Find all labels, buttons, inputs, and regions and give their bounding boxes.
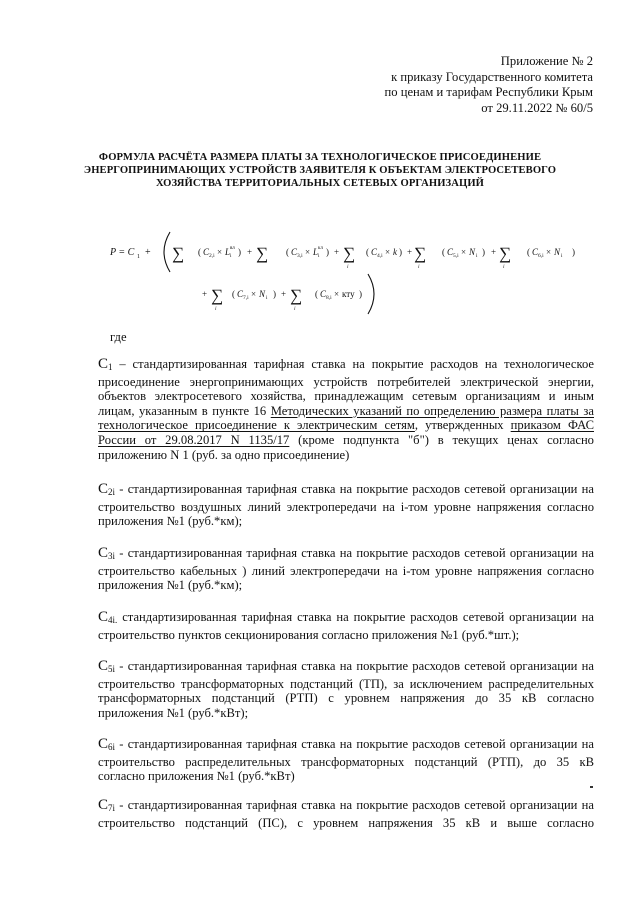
svg-text:×: × xyxy=(251,289,257,299)
svg-text:): ) xyxy=(399,247,402,257)
definition-c3: $С_{3i}$ - стандартизированная тарифная ставка на покрытие расходов сетевой организации на строительство кабельных ) линий электропередачи на i-том уровне напряжения согласно приложения №1 (руб.*км); xyxy=(98,545,594,593)
svg-text:∑: ∑ xyxy=(414,244,427,263)
svg-text:×: × xyxy=(305,247,311,257)
svg-text:×: × xyxy=(546,247,552,257)
svg-text:): ) xyxy=(273,289,276,299)
fas-order-link-cont[interactable]: России от 29.08.2017 N 1135/17 xyxy=(98,432,290,447)
svg-text:): ) xyxy=(572,247,575,257)
svg-text:C: C xyxy=(320,289,327,299)
svg-text:C: C xyxy=(447,247,454,257)
svg-text:k: k xyxy=(393,247,397,257)
definition-c2: $С_{2i}$ - стандартизированная тарифная ставка на покрытие расходов сетевой организации на строительство воздушных линий электропередачи на i-том уровне напряжения согласно приложения №1 (руб.*км); xyxy=(98,481,594,529)
symbol-c1: $С_1$ xyxy=(98,356,113,372)
definition-c5: $С_{5i}$ - стандартизированная тарифная ставка на покрытие расходов сетевой организации на строительство трансформаторных подстанций (ТП), за исключением распределительных трансформаторных подстанций (РТП) с уровнем напряжения до 35 кВ согласно приложения №1 (руб.*кВт); xyxy=(98,658,594,720)
formula-lhs: P = C xyxy=(110,247,135,258)
svg-text:(: ( xyxy=(442,247,445,257)
svg-text:4,i: 4,i xyxy=(377,253,383,259)
svg-text:): ) xyxy=(359,289,362,299)
svg-text:3,i: 3,i xyxy=(297,253,303,259)
svg-text:8,i: 8,i xyxy=(326,295,332,301)
svg-text:N: N xyxy=(469,247,476,257)
svg-text:кту: кту xyxy=(342,289,355,299)
svg-text:∑: ∑ xyxy=(343,244,356,263)
svg-text:C: C xyxy=(237,289,244,299)
formula-lhs-sub: 1 xyxy=(137,254,140,260)
appendix-number: Приложение № 2 xyxy=(500,54,593,68)
title-line-2: ЭНЕРГОПРИНИМАЮЩИХ УСТРОЙСТВ ЗАЯВИТЕЛЯ К ОБЪЕКТАМ ЭЛЕКТРОСЕТЕВОГО xyxy=(83,165,557,177)
svg-text:∑: ∑ xyxy=(499,244,512,263)
svg-text:∑: ∑ xyxy=(256,244,269,263)
svg-text:): ) xyxy=(326,247,329,257)
appendix-order: к приказу Государственного комитета xyxy=(391,69,593,84)
svg-text:(: ( xyxy=(286,247,289,257)
formula-right-paren xyxy=(368,274,374,314)
svg-text:i: i xyxy=(294,306,296,312)
title-line-3: ХОЗЯЙСТВА ТЕРРИТОРИАЛЬНЫХ СЕТЕВЫХ ОРГАНИЗАЦИЙ xyxy=(155,178,485,190)
svg-text:(: ( xyxy=(366,247,369,257)
scan-speck xyxy=(590,786,593,788)
svg-text:∑: ∑ xyxy=(290,286,303,305)
symbol-c3: $С_{3i}$ xyxy=(98,545,116,561)
svg-text:L: L xyxy=(313,247,319,257)
svg-text:5,i: 5,i xyxy=(453,253,459,259)
where-label: где xyxy=(110,330,127,344)
svg-text:): ) xyxy=(238,247,241,257)
symbol-c2: $С_{2i}$ xyxy=(98,481,116,497)
svg-text:(: ( xyxy=(232,289,235,299)
document-title xyxy=(70,151,570,191)
svg-text:×: × xyxy=(217,247,223,257)
symbol-c4: $С_{4i.}$ xyxy=(98,609,118,625)
svg-text:C: C xyxy=(371,247,378,257)
svg-text:+: + xyxy=(247,247,253,257)
svg-text:×: × xyxy=(334,289,340,299)
svg-text:(: ( xyxy=(198,247,201,257)
svg-text:+: + xyxy=(202,289,208,299)
symbol-c5: $С_{5i}$ xyxy=(98,658,116,674)
fee-formula xyxy=(110,228,610,323)
definition-c1: $С_1$ – стандартизированная тарифная ставка на покрытие расходов на технологическое присоединение энергопринимающих устройств потребителей электрической энергии, объектов электросетевого хозяйства, принадлежащим сетевым организациям и иным лицам, указанным в пункте 16 Методических указаний по определению размера платы за технологическое присоединение к электрическим сетям, утвержденных приказом ФАС России от 29.08.2017 N 1135/17 (кроме подпункта "б") в текущих ценах согласно приложению N 1 (руб. за одно присоединение) xyxy=(98,356,594,462)
svg-text:i: i xyxy=(476,253,478,259)
svg-text:7,i: 7,i xyxy=(243,295,249,301)
svg-text:C: C xyxy=(532,247,539,257)
svg-text:(: ( xyxy=(315,289,318,299)
definition-c4: $С_{4i.}$ стандартизированная тарифная ставка на покрытие расходов сетевой организации на строительство пунктов секционирования согласно приложения №1 (руб.*шт.); xyxy=(98,609,594,642)
svg-text:+: + xyxy=(407,247,413,257)
svg-text:6,i: 6,i xyxy=(538,253,544,259)
formula-left-paren xyxy=(164,232,170,272)
appendix-committee: по ценам и тарифам Республики Крым xyxy=(384,85,593,100)
appendix-header xyxy=(385,54,593,116)
appendix-date: от 29.11.2022 № 60/5 xyxy=(481,100,593,115)
svg-text:i: i xyxy=(347,264,349,270)
definition-c6: $С_{6i}$ - стандартизированная тарифная ставка на покрытие расходов сетевой организации на строительство распределительных трансформаторных подстанций (РТП), до 35 кВ согласно приложения №1 (руб.*кВт) xyxy=(98,736,594,784)
svg-text:i: i xyxy=(230,253,232,259)
fas-order-link[interactable]: приказом ФАС xyxy=(510,418,594,433)
svg-text:+: + xyxy=(145,247,151,258)
methodology-link-cont[interactable]: технологическое присоединение к электрическим сетям xyxy=(98,418,415,433)
svg-text:∑: ∑ xyxy=(211,286,224,305)
svg-text:i: i xyxy=(318,253,320,259)
svg-text:+: + xyxy=(491,247,497,257)
svg-text:L: L xyxy=(225,247,231,257)
svg-text:×: × xyxy=(385,247,391,257)
symbol-c6: $С_{6i}$ xyxy=(98,736,116,752)
svg-text:i: i xyxy=(503,264,505,270)
svg-text:i: i xyxy=(266,295,268,301)
svg-text:×: × xyxy=(461,247,467,257)
svg-text:C: C xyxy=(203,247,210,257)
title-line-1: ФОРМУЛА РАСЧЁТА РАЗМЕРА ПЛАТЫ ЗА ТЕХНОЛОГИЧЕСКОЕ ПРИСОЕДИНЕНИЕ xyxy=(98,152,542,163)
svg-text:i: i xyxy=(561,253,563,259)
svg-text:вл: вл xyxy=(230,246,235,251)
formula-svg xyxy=(110,228,610,323)
svg-text:(: ( xyxy=(527,247,530,257)
svg-text:кл: кл xyxy=(318,246,323,251)
symbol-c7: $С_{7i}$ xyxy=(98,797,116,813)
definition-c7: $С_{7i}$ - стандартизированная тарифная ставка на покрытие расходов сетевой организации на строительство подстанций (ПС), с уровнем напряжения 35 кВ и выше согласно xyxy=(98,797,594,830)
svg-text:2,i: 2,i xyxy=(209,253,215,259)
svg-text:N: N xyxy=(259,289,266,299)
svg-text:C: C xyxy=(291,247,298,257)
svg-text:i: i xyxy=(215,306,217,312)
methodology-link[interactable]: Методических указаний по определению размера платы за xyxy=(270,403,594,418)
svg-text:N: N xyxy=(554,247,561,257)
svg-text:+: + xyxy=(281,289,287,299)
svg-text:): ) xyxy=(482,247,485,257)
svg-text:i: i xyxy=(418,264,420,270)
svg-text:+: + xyxy=(334,247,340,257)
svg-text:∑: ∑ xyxy=(172,244,185,263)
